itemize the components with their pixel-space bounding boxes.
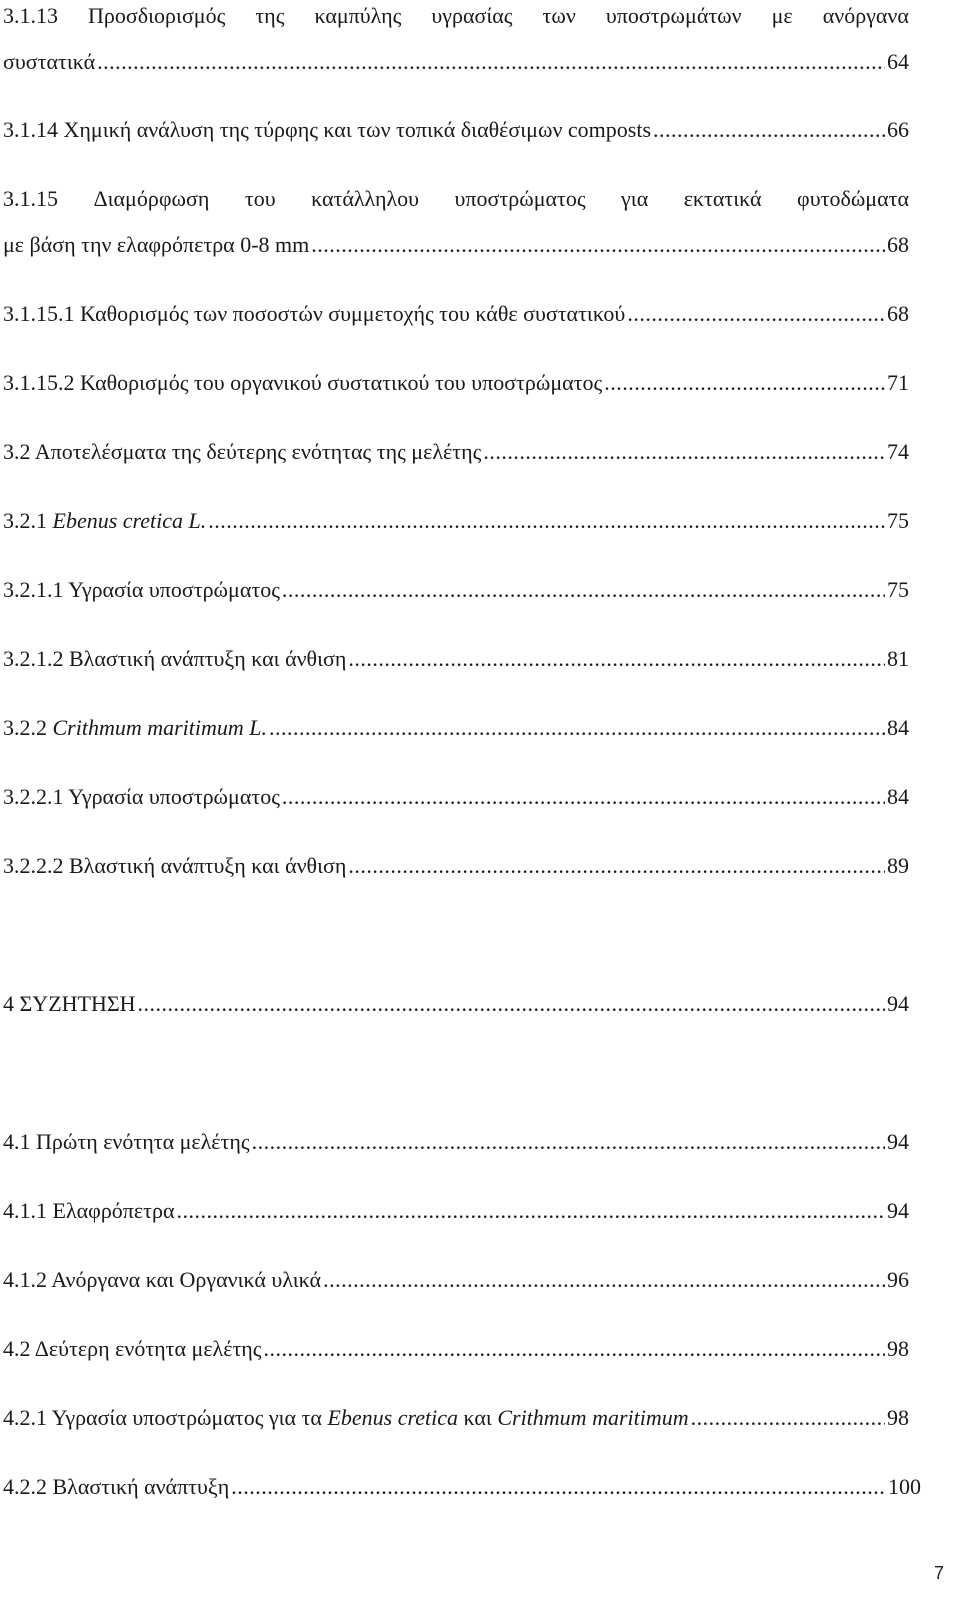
toc-entry-title: 3.2.2.2 Βλαστική ανάπτυξη και άνθιση — [3, 853, 347, 878]
toc-entry[interactable] — [3, 1266, 909, 1294]
page-number: 7 — [933, 1563, 944, 1583]
toc-page-number: 94 — [887, 991, 909, 1016]
dot-leader — [97, 48, 885, 76]
toc-page-number: 74 — [887, 439, 909, 464]
toc-entry[interactable] — [3, 300, 909, 328]
toc-entry-title: 4 ΣΥΖΗΤΗΣΗ — [3, 991, 136, 1016]
toc-page-number: 75 — [887, 577, 909, 602]
toc-entry-title: 3.2.1.1 Υγρασία υποστρώματος — [3, 577, 280, 602]
word: εκτατικά — [683, 186, 762, 211]
toc-entry-title: 3.2.2.1 Υγρασία υποστρώματος — [3, 784, 280, 809]
word: 3.1.15 — [3, 186, 58, 211]
toc-entry-title: 4.1 Πρώτη ενότητα μελέτης — [3, 1129, 250, 1154]
toc-page-number: 98 — [887, 1405, 909, 1430]
toc-entry-line — [3, 2, 909, 30]
dot-leader — [311, 231, 885, 259]
dot-leader — [653, 116, 885, 144]
toc-entry[interactable] — [3, 1473, 921, 1501]
toc-entry[interactable] — [3, 645, 909, 673]
toc-entry[interactable] — [3, 438, 909, 466]
word: υποστρωμάτων — [605, 3, 742, 28]
toc-page-number: 68 — [887, 301, 909, 326]
toc-entry-line — [3, 990, 909, 1018]
dot-leader — [208, 507, 885, 535]
entry-text: 4.2.1 Υγρασία υποστρώματος για τα — [3, 1405, 328, 1430]
toc-page-number: 66 — [887, 117, 909, 142]
dot-leader — [691, 1404, 885, 1432]
toc-entry-line — [3, 116, 909, 144]
species-name: Ebenus cretica — [327, 1405, 458, 1430]
species-name: Crithmum maritimum L. — [52, 715, 268, 740]
toc-entry-title: 4.1.2 Ανόργανα και Οργανικά υλικά — [3, 1267, 322, 1292]
section-number: 3.2.1 — [3, 508, 47, 533]
species-name: Crithmum maritimum — [497, 1405, 689, 1430]
word: υποστρώματος — [454, 186, 586, 211]
toc-page-number: 71 — [887, 370, 909, 395]
toc-entry-title — [3, 185, 909, 213]
toc-entry-title — [3, 1404, 689, 1432]
toc-entry-line — [3, 1128, 909, 1156]
toc-entry-line — [3, 576, 909, 604]
toc-entry-title: με βάση την ελαφρόπετρα 0-8 mm — [3, 232, 310, 257]
toc-entry-title: 4.1.1 Ελαφρόπετρα — [3, 1198, 175, 1223]
toc-entry-line — [3, 852, 909, 880]
toc-entry-line — [3, 369, 909, 397]
toc-entry[interactable] — [3, 1128, 909, 1156]
toc-page-number: 96 — [887, 1267, 909, 1292]
toc-page-number: 84 — [887, 784, 909, 809]
toc-entry-line — [3, 1473, 921, 1501]
word: καμπύλης — [314, 3, 402, 28]
dot-leader — [348, 852, 885, 880]
toc-entry-line — [3, 783, 909, 811]
toc-page-number: 94 — [887, 1129, 909, 1154]
toc-page-number: 81 — [887, 646, 909, 671]
toc-entry[interactable] — [3, 1404, 909, 1432]
word: των — [542, 3, 576, 28]
dot-leader — [627, 300, 885, 328]
word: κατάλληλου — [311, 186, 420, 211]
toc-entry-title — [3, 714, 267, 742]
toc-entry-line — [3, 438, 909, 466]
word: ανόργανα — [822, 3, 909, 28]
entry-text: και — [457, 1405, 498, 1430]
word: φυτοδώματα — [797, 186, 909, 211]
dot-leader — [282, 783, 885, 811]
toc-entry-title: 3.2.1.2 Βλαστική ανάπτυξη και άνθιση — [3, 646, 347, 671]
toc-entry-title: συστατικά — [3, 49, 96, 74]
toc-entry-title: 3.2 Αποτελέσματα της δεύτερης ενότητας της μελέτης — [3, 439, 482, 464]
toc-page-number: 68 — [887, 232, 909, 257]
toc-entry-line — [3, 48, 909, 76]
word: 3.1.13 — [3, 3, 58, 28]
toc-page-number: 89 — [887, 853, 909, 878]
dot-leader — [604, 369, 885, 397]
toc-entry-title — [3, 2, 909, 30]
dot-leader — [282, 576, 885, 604]
toc-entry-title: 3.1.15.1 Καθορισμός των ποσοστών συμμετοχής του κάθε συστατικού — [3, 301, 626, 326]
toc-entry-line — [3, 1404, 909, 1432]
toc-entry[interactable] — [3, 576, 909, 604]
toc-entry-line — [3, 1266, 909, 1294]
toc-entry[interactable] — [3, 1335, 909, 1363]
dot-leader — [177, 1197, 886, 1225]
toc-page-number: 94 — [887, 1198, 909, 1223]
toc-entry-line — [3, 714, 909, 742]
toc-entry[interactable] — [3, 714, 909, 742]
toc-entry-line — [3, 1197, 909, 1225]
dot-leader — [138, 990, 885, 1018]
toc-entry-title: 3.1.14 Χημική ανάλυση της τύρφης και των τοπικά διαθέσιμων composts — [3, 117, 652, 142]
word: για — [621, 186, 649, 211]
word: με — [771, 3, 793, 28]
dot-leader — [348, 645, 885, 673]
toc-entry-line — [3, 231, 909, 259]
toc-page-number: 75 — [887, 508, 909, 533]
toc-entry-title — [3, 507, 206, 535]
word: Προσδιορισμός — [88, 3, 226, 28]
dot-leader — [252, 1128, 885, 1156]
toc-page-number: 100 — [888, 1474, 921, 1499]
toc-entry-title: 4.2 Δεύτερη ενότητα μελέτης — [3, 1336, 262, 1361]
toc-entry[interactable] — [3, 116, 909, 144]
toc-page-number: 64 — [887, 49, 909, 74]
word: Διαμόρφωση — [93, 186, 210, 211]
section-number: 3.2.2 — [3, 715, 47, 740]
toc-entry-line — [3, 507, 909, 535]
toc-entry[interactable] — [3, 990, 909, 1018]
dot-leader — [483, 438, 885, 466]
toc-entry[interactable] — [3, 369, 909, 397]
toc-entry[interactable] — [3, 1197, 909, 1225]
dot-leader — [264, 1335, 885, 1363]
toc-entry[interactable] — [3, 507, 909, 535]
toc-entry-title: 3.1.15.2 Καθορισμός του οργανικού συστατικού του υποστρώματος — [3, 370, 603, 395]
toc-entry-title: 4.2.2 Βλαστική ανάπτυξη — [3, 1474, 230, 1499]
toc-page-number: 84 — [887, 715, 909, 740]
dot-leader — [231, 1473, 886, 1501]
toc-entry-line — [3, 645, 909, 673]
word: του — [244, 186, 276, 211]
toc-entry-line — [3, 185, 909, 213]
word: υγρασίας — [431, 3, 513, 28]
toc-entry-line — [3, 1335, 909, 1363]
word: της — [255, 3, 285, 28]
dot-leader — [269, 714, 885, 742]
dot-leader — [323, 1266, 885, 1294]
species-name: Ebenus cretica L. — [52, 508, 207, 533]
toc-entry-line — [3, 300, 909, 328]
toc-entry[interactable] — [3, 783, 909, 811]
toc-entry[interactable] — [3, 2, 909, 76]
toc-entry[interactable] — [3, 185, 909, 259]
toc-page-number: 98 — [887, 1336, 909, 1361]
toc-entry[interactable] — [3, 852, 909, 880]
